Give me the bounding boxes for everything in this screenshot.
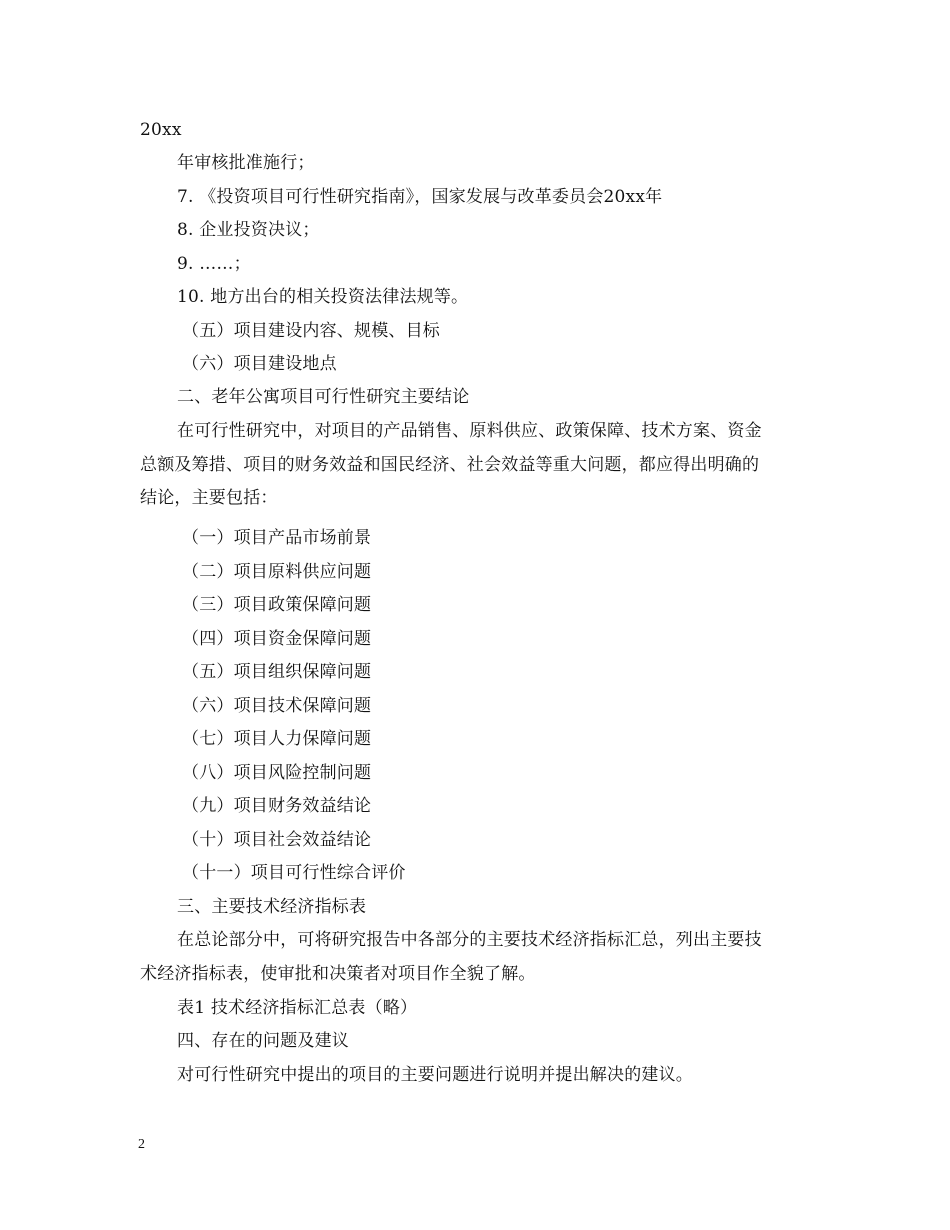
paragraph-indicator-line-1: 在总论部分中，可将研究报告中各部分的主要技术经济指标汇总，列出主要技 [177,930,762,950]
conclusion-item-8: （八）项目风险控制问题 [182,763,372,783]
text-line-year: 20xx [140,120,182,140]
conclusion-item-6: （六）项目技术保障问题 [182,696,372,716]
conclusion-item-4: （四）项目资金保障问题 [182,629,372,649]
table-caption: 表1 技术经济指标汇总表（略） [177,998,418,1018]
conclusion-item-9: （九）项目财务效益结论 [182,796,372,816]
section-heading-indicator-table: 三、主要技术经济指标表 [177,897,367,917]
conclusion-item-3: （三）项目政策保障问题 [182,595,372,615]
section-heading-construction-content: （五）项目建设内容、规模、目标 [182,321,440,341]
text-line-approval: 年审核批准施行； [177,153,315,173]
conclusion-item-7: （七）项目人力保障问题 [182,729,372,749]
paragraph-conclusions-line-2: 总额及筹措、项目的财务效益和国民经济、社会效益等重大问题，都应得出明确的 [140,455,760,475]
section-heading-problems-suggestions: 四、存在的问题及建议 [177,1031,349,1051]
paragraph-conclusions-line-3: 结论，主要包括： [140,488,278,508]
page-number: 2 [138,1137,145,1152]
list-item-7: 7. 《投资项目可行性研究指南》，国家发展与改革委员会20xx年 [177,187,663,207]
section-heading-construction-site: （六）项目建设地点 [182,354,337,374]
list-item-8: 8. 企业投资决议； [177,220,320,240]
list-item-9: 9. ……； [177,254,251,274]
conclusion-item-1: （一）项目产品市场前景 [182,528,372,548]
paragraph-problems-suggestions: 对可行性研究中提出的项目的主要问题进行说明并提出解决的建议。 [177,1065,693,1085]
conclusion-item-11: （十一）项目可行性综合评价 [182,863,406,883]
paragraph-indicator-line-2: 术经济指标表，使审批和决策者对项目作全貌了解。 [140,964,536,984]
conclusion-item-5: （五）项目组织保障问题 [182,662,372,682]
section-heading-main-conclusions: 二、老年公寓项目可行性研究主要结论 [177,387,470,407]
paragraph-conclusions-line-1: 在可行性研究中，对项目的产品销售、原料供应、政策保障、技术方案、资金 [177,421,762,441]
conclusion-item-10: （十）项目社会效益结论 [182,830,372,850]
list-item-10: 10. 地方出台的相关投资法律法规等。 [177,287,469,307]
conclusion-item-2: （二）项目原料供应问题 [182,562,372,582]
